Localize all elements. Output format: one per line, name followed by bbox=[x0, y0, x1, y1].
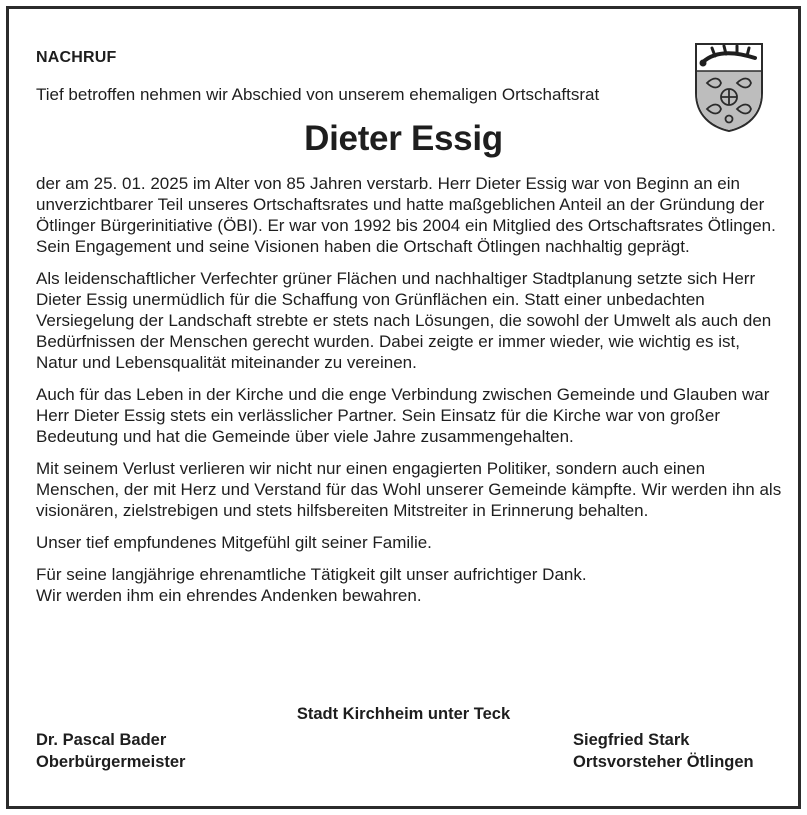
paragraph: Mit seinem Verlust verlieren wir nicht nur einen engagierten Politiker, sondern auch einen Menschen, der mit Herz und Verstand für das Wohl unserer Gemeinde kämpfte. Wir werden ihn als visionären, zielstrebigen und stets hilfsbereiten Mitstreiter in Erinnerung behalten. bbox=[36, 459, 782, 520]
signature-block-left bbox=[36, 729, 185, 773]
obituary-notice bbox=[6, 6, 801, 809]
signatory-name: Siegfried Stark bbox=[573, 731, 690, 749]
signatory-title: Oberbürgermeister bbox=[36, 753, 186, 771]
notice-heading: NACHRUF bbox=[36, 49, 117, 66]
notice-body bbox=[36, 173, 784, 617]
paragraph: Unser tief empfundenes Mitgefühl gilt seiner Familie. bbox=[36, 533, 432, 552]
organization-name: Stadt Kirchheim unter Teck bbox=[296, 705, 511, 723]
closing-paragraph bbox=[36, 564, 784, 606]
signatory-name: Dr. Pascal Bader bbox=[36, 731, 167, 749]
signature-block-right bbox=[573, 729, 754, 773]
closing-line: Wir werden ihm ein ehrendes Andenken bewahren. bbox=[36, 586, 422, 605]
paragraph: Auch für das Leben in der Kirche und die enge Verbindung zwischen Gemeinde und Glauben war Herr Dieter Essig stets ein verlässlicher Partner. Sein Einsatz für die Kirche war von großer Bedeutung und hat die Gemeinde über viele Jahre zusammengehalten. bbox=[36, 385, 770, 446]
paragraph: der am 25. 01. 2025 im Alter von 85 Jahren verstarb. Herr Dieter Essig war von Beginn an ein unverzichtbarer Teil unseres Ortschaftsrates und hatte maßgeblichen Anteil an der Gründung der Ötlinger Bürgerinitiative (ÖBI). Er war von 1992 bis 2004 ein Mitglied des Ortschaftsrates Ötlingen. Sein Engagement und seine Visionen haben die Ortschaft Ötlingen nachhaltig geprägt. bbox=[36, 174, 776, 256]
signatory-title: Ortsvorsteher Ötlingen bbox=[573, 753, 754, 771]
intro-line: Tief betroffen nehmen wir Abschied von unserem ehemaligen Ortschaftsrat bbox=[36, 85, 600, 104]
deceased-name: Dieter Essig bbox=[304, 119, 503, 158]
closing-line: Für seine langjährige ehrenamtliche Tätigkeit gilt unser aufrichtiger Dank. bbox=[36, 565, 587, 584]
paragraph: Als leidenschaftlicher Verfechter grüner Flächen und nachhaltiger Stadtplanung setzte sich Herr Dieter Essig unermüdlich für die Schaffung von Grünflächen ein. Statt einer unbedachten Versiegelung der Landschaft strebte er stets nach Lösungen, die sowohl der Umwelt als auch den Bedürfnissen der Menschen gerecht wurden. Dabei zeigte er immer wieder, wie wichtig es ist, Natur und Lebensqualität miteinander zu vereinen. bbox=[36, 269, 772, 372]
